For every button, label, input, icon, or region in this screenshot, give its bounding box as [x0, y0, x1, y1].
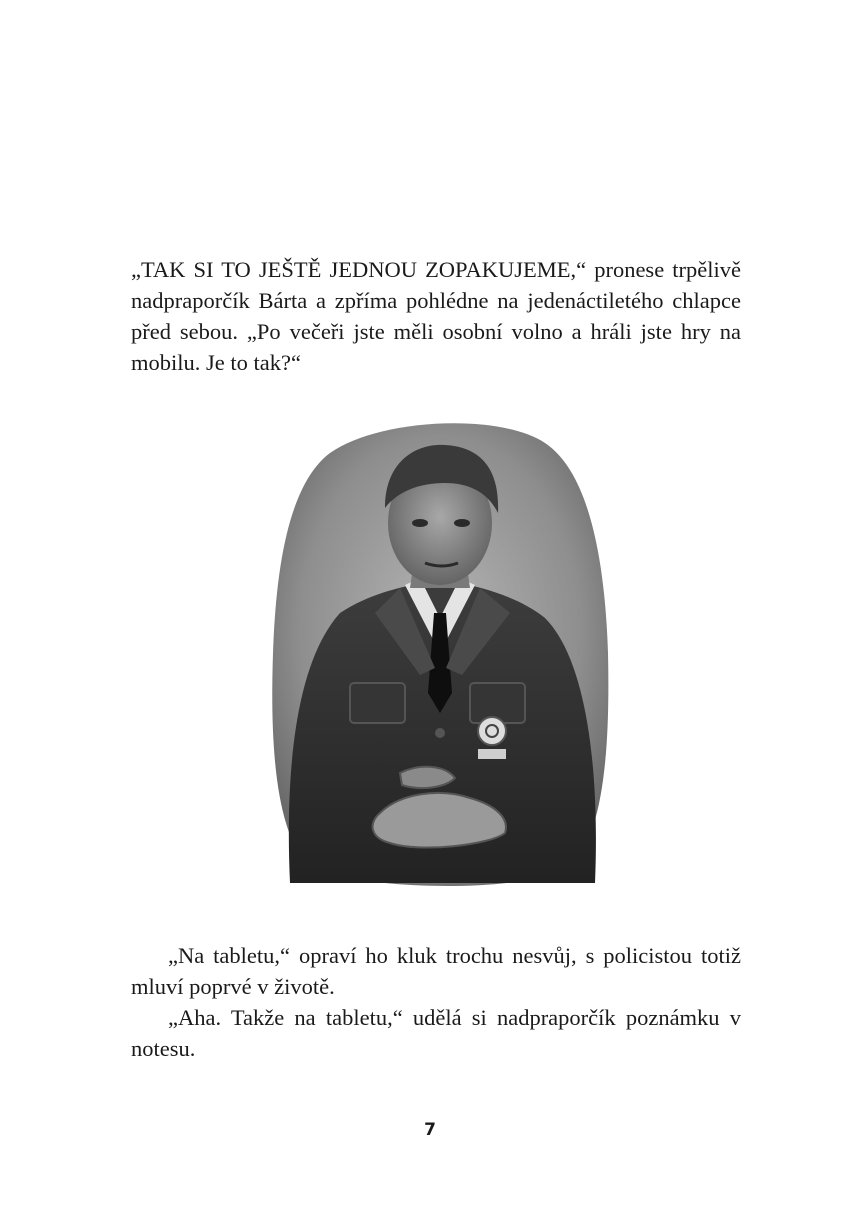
badge-emblem [478, 717, 506, 745]
text-block-top [131, 254, 741, 378]
paragraph-notes: „Aha. Takže na tabletu,“ udělá si nadpraporčík poznámku v notesu. [131, 1005, 741, 1061]
paragraph-tablet: „Na tabletu,“ opraví ho kluk trochu nesvůj, s policistou totiž mluví poprvé v životě. [131, 943, 741, 999]
paragraph-opening: „TAK SI TO JEŠTĚ JEDNOU ZOPAKUJEME,“ pronese trpělivě nadpraporčík Bárta a zpříma pohlédne na jedenáctiletého chlapce před sebou. „Po večeři jste měli osobní volno a hráli jste hry na mobilu. Je to tak?“ [131, 257, 741, 375]
page-number: 7 [424, 1120, 436, 1140]
coat-button [435, 728, 445, 738]
left-eye [412, 519, 428, 527]
right-eye [454, 519, 470, 527]
text-block-bottom [131, 940, 741, 1064]
officer-illustration [270, 413, 610, 893]
right-pocket [470, 683, 525, 723]
left-pocket [350, 683, 405, 723]
badge-plate [478, 749, 506, 759]
